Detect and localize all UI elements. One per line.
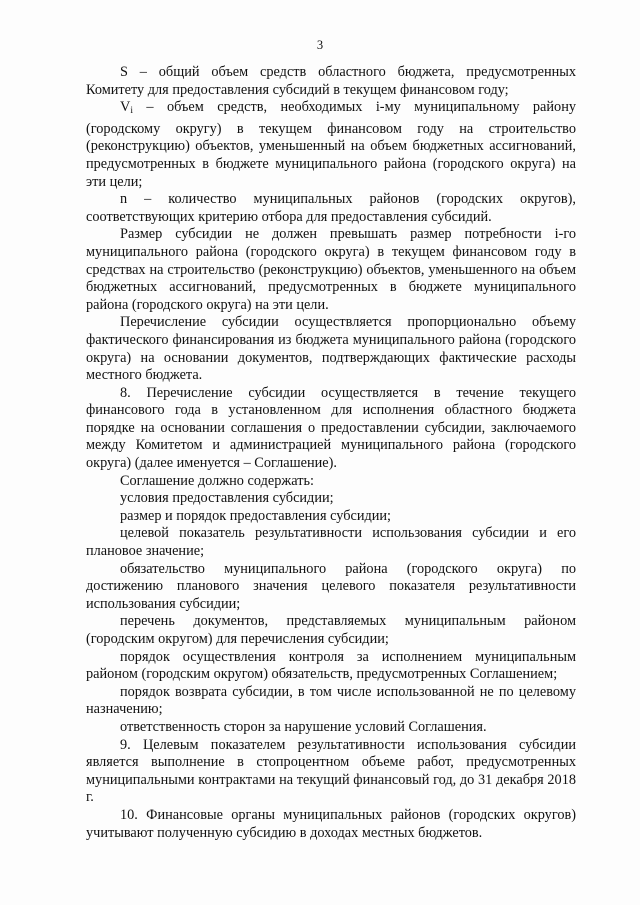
page-number: 3 (316, 38, 324, 52)
paragraph-n-definition: n – количество муниципальных районов (городских округов), соответствующих критерию отбора для предоставления субсидий. (86, 191, 576, 225)
paragraph-agreement-liability: ответственность сторон за нарушение условий Соглашения. (120, 718, 487, 735)
paragraph-agreement-control: порядок осуществления контроля за исполнением муниципальным районом (городским округом) обязательств, предусмотренных Соглашением; (86, 648, 576, 683)
vi-symbol-base: V (120, 99, 131, 116)
vi-symbol-subscript: i (130, 106, 133, 117)
paragraph-subsidy-limit: Размер субсидии не должен превышать размер потребности i-го муниципального района (городского округа) в текущем финансовом году в средствах на строительство (реконструкцию) объектов, уменьшенного на объем бюджетных ассигнований, предусмотренных в бюджете муниципального района (городского округа) на эти цели. (86, 226, 576, 313)
paragraph-agreement-obligation: обязательство муниципального района (городского округа) по достижению планового значения целевого показателя результативности использования субсидии; (86, 560, 576, 612)
paragraph-agreement-indicator: целевой показатель результативности использования субсидии и его плановое значение; (86, 525, 576, 560)
paragraph-vi-definition (86, 99, 576, 191)
paragraph-agreement-amount: размер и порядок предоставления субсидии; (120, 507, 392, 524)
vi-symbol (120, 99, 133, 115)
paragraph-agreement-contents: Соглашение должно содержать: (120, 472, 314, 489)
vi-definition-text: – объем средств, необходимых i-му муниципальному району (городскому округу) в текущем финансовом году на строительство (реконструкцию) объектов, уменьшенный на объем бюджетных ассигнований, предусмотренных в бюджете муниципального района (городского округа) на эти цели; (86, 99, 576, 190)
paragraph-item-8: 8. Перечисление субсидии осуществляется в течение текущего финансового года в установленном для исполнения областного бюджета порядке на основании соглашения о предоставлении субсидии, заключаемого между Комитетом и администрацией муниципального района (городского округа) (далее именуется – Соглашение). (86, 384, 576, 472)
paragraph-transfer-proportional: Перечисление субсидии осуществляется пропорционально объему фактического финансирования из бюджета муниципального района (городского округа) на основании документов, подтверждающих фактические расходы местного бюджета. (86, 314, 576, 384)
paragraph-s-definition: S – общий объем средств областного бюджета, предусмотренных Комитету для предоставления субсидий в текущем финансовом году; (86, 64, 576, 98)
paragraph-agreement-documents: перечень документов, представляемых муниципальным районом (городским округом) для перечисления субсидии; (86, 613, 576, 647)
paragraph-item-9: 9. Целевым показателем результативности использования субсидии является выполнение в стопроцентном объеме работ, предусмотренных муниципальными контрактами на текущий финансовый год, до 31 декабря 2018 г. (86, 736, 576, 806)
document-body (86, 64, 576, 842)
paragraph-agreement-refund: порядок возврата субсидии, в том числе использованной не по целевому назначению; (86, 683, 576, 718)
paragraph-item-10: 10. Финансовые органы муниципальных районов (городских округов) учитывают полученную субсидию в доходах местных бюджетов. (86, 806, 576, 841)
paragraph-agreement-conditions: условия предоставления субсидии; (120, 490, 334, 507)
